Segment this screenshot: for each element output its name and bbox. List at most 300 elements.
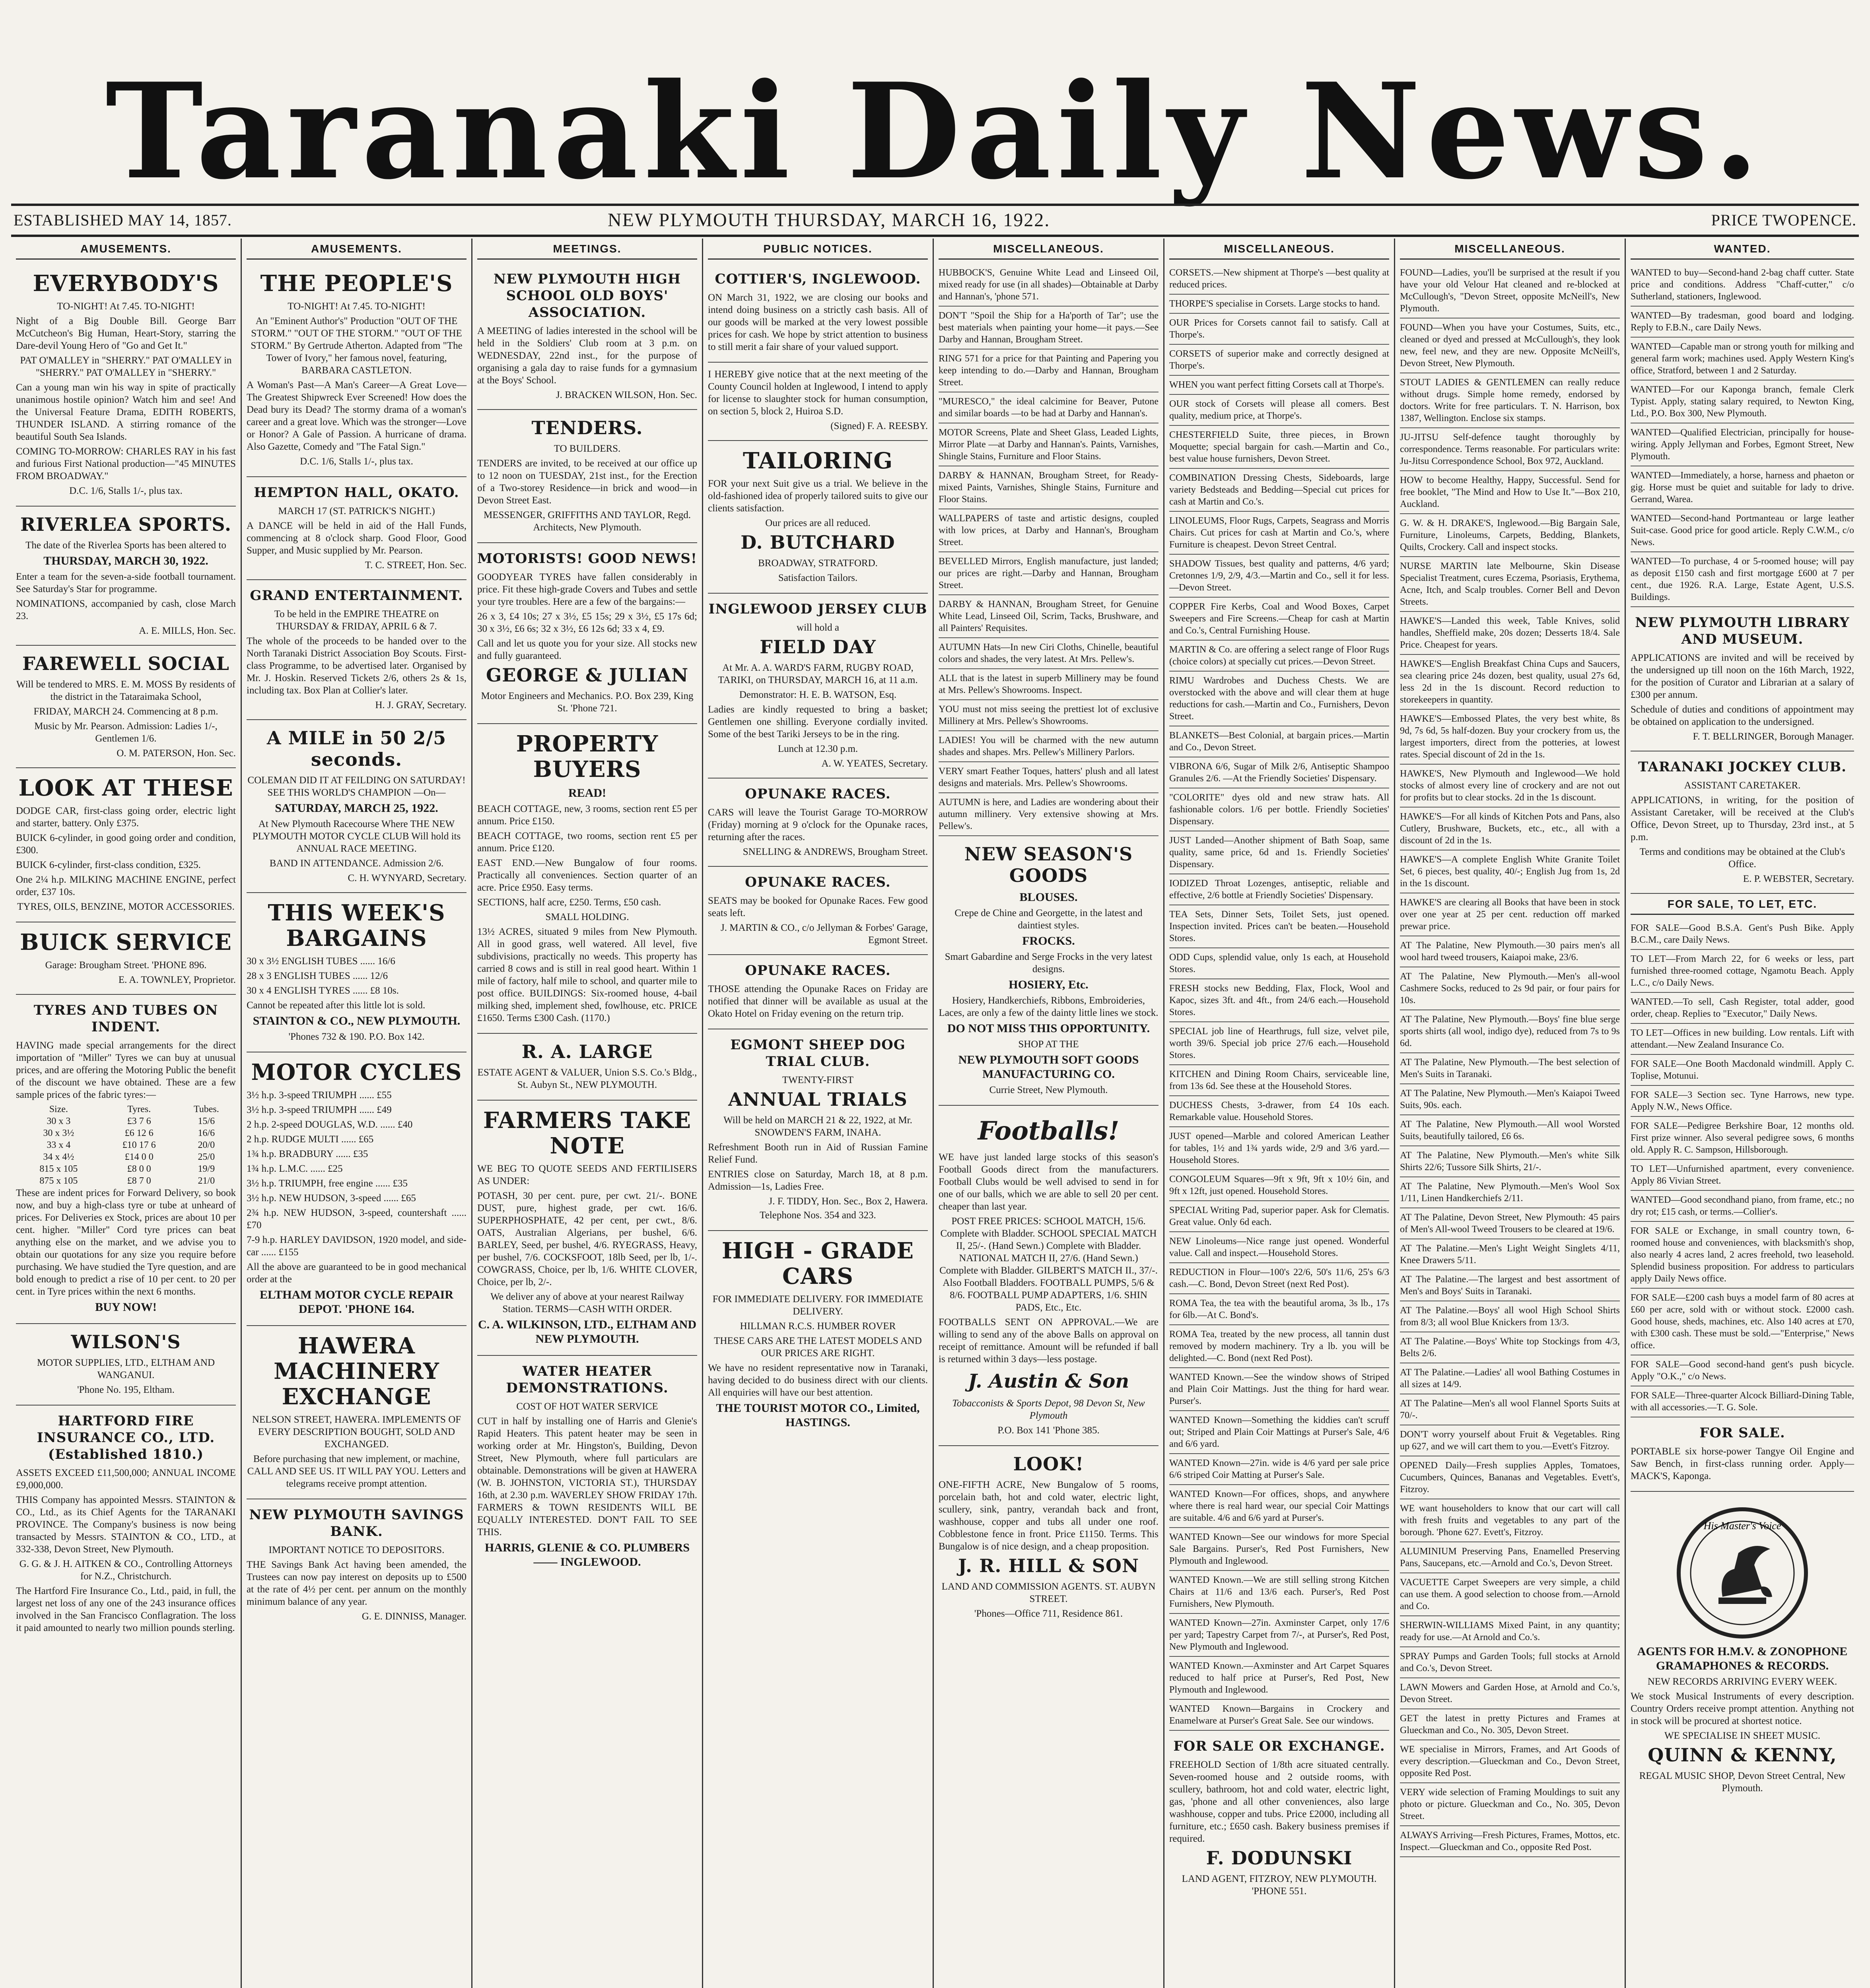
table-cell: 20/0 — [198, 1140, 215, 1150]
column-amusements-1 — [11, 239, 242, 1988]
ad-opunake-races-2 — [708, 867, 928, 955]
ad-text: REGAL MUSIC SHOP, Devon Street Central, New Plymouth. — [1639, 1771, 1846, 1794]
table-row — [16, 1139, 236, 1151]
ad-text: SECTIONS, half acre, £250. Terms, £50 cash. — [477, 897, 661, 908]
ad-heading: FOR SALE OR EXCHANGE. — [1173, 1738, 1385, 1754]
ad-text: THE Savings Bank Act having been amended, the Trustees can now pay interest on deposits up to £500 at the rate of 4½ per cent. per annum on the monthly minimum balance of any year. — [247, 1559, 467, 1607]
ad-text: A DANCE will be held in aid of the Hall Funds, commencing at 8 o'clock sharp. Good Floor, Good Supper, and Music supplied by Mr. Pearson. — [247, 520, 467, 556]
ad-heading: THE PEOPLE'S — [260, 270, 453, 297]
ad-farewell — [16, 646, 236, 768]
classified-item: AT The Palatine, New Plymouth.—All wool Worsted Suits, beautifully tailored, £6 6s. — [1400, 1115, 1620, 1146]
section-header: AMUSEMENTS. — [247, 239, 467, 260]
ad-text: CUT in half by installing one of Harris and Glenie's Rapid Heaters. This patent heater may be seen in working order at Mr. Hingston's, Building, Devon Street, New Plymouth, where full particulars are obtainable. Demonstrations will be given at HAWERA (W. B. JOHNSTON, VICTORIA ST.), THURSDAY 16th, at 2.30 p.m. WAVERLEY SHOW FRIDAY 17th. FARMERS & TOWN RESIDENTS WILL BE EQUALLY INTERESTED. DON'T FAIL TO SEE THIS. — [477, 1416, 697, 1538]
ad-text: DODGE CAR, first-class going order, electric light and starter, battery. Only £375. — [16, 806, 236, 829]
classified-item: WE want householders to know that our cart will call with fresh fruits and vegetables to any part of the borough. 'Phone 627. Evett's, Fitzroy. — [1400, 1499, 1620, 1542]
table-cell: 30 x 3½ — [43, 1128, 74, 1138]
masthead — [11, 54, 1859, 208]
classified-item: AT The Palatine.—Ladies' all wool Bathing Costumes in all sizes at 14/9. — [1400, 1363, 1620, 1394]
ad-text: We deliver any of above at your nearest Railway Station. TERMS—CASH WITH ORDER. — [490, 1291, 684, 1314]
classified-item: RING 571 for a price for that Painting and Papering you keep intending to do.—Darby and Hannan, Brougham Street. — [939, 349, 1159, 392]
ad-signature: HARRIS, GLENIE & CO. PLUMBERS —— INGLEWOOD. — [484, 1541, 690, 1569]
ad-text: Will be held on MARCH 21 & 22, 1922, at Mr. SNOWDEN'S FARM, INAHA. — [723, 1115, 912, 1138]
ad-heading: NEW PLYMOUTH SAVINGS BANK. — [249, 1507, 464, 1540]
ad-heading: NEW SEASON'S GOODS — [964, 843, 1133, 886]
list-item: 2 h.p. RUDGE MULTI ...... £65 — [247, 1134, 374, 1145]
ad-text: ESTATE AGENT & VALUER, Union S.S. Co.'s Bldg., St. Aubyn St., NEW PLYMOUTH. — [477, 1067, 697, 1090]
ad-heading: GRAND ENTERTAINMENT. — [250, 588, 463, 604]
classified-item: TO LET—From March 22, for 6 weeks or less, part furnished three-roomed cottage, Ngamotu Beach. Apply L.C., c/o Daily News. — [1631, 950, 1854, 993]
ad-text: Satisfaction Tailors. — [778, 573, 858, 583]
classified-item: AT The Palatine—Men's all wool Flannel Sports Suits at 70/-. — [1400, 1394, 1620, 1425]
ad-text: TO BUILDERS. — [554, 443, 621, 454]
table-row — [16, 1127, 236, 1139]
classified-item: "MURESCO," the ideal calcimine for Beaver, Putone and similar boards —to be had at Darby and Hannan's. — [939, 392, 1159, 423]
classified-item: HOW to become Healthy, Happy, Successful. Send for free booklet, "The Mind and How to Use It."—Box 210, Auckland. — [1400, 471, 1620, 514]
classified-item: WANTED to buy—Second-hand 2-bag chaff cutter. State price and conditions. Address "Chaff-cutter," c/o Sutherland, stationers, Inglewood. — [1631, 264, 1854, 307]
ad-text: FREEHOLD Section of 1/8th acre situated centrally. Seven-roomed house and 2 outside rooms, with scullery, bathroom, hot and cold water, electric light, gas, 'phone and all other conveniences, also large washhouse, copper and tubs. Price £2000, including all furniture, etc.; £650 cash. Bakery business premises if required. — [1169, 1759, 1389, 1844]
ad-text: I HEREBY give notice that at the next meeting of the County Council holden at Inglewood, I intend to apply for license to slaughter stock for human consumption, on section 5, block 2, Huiroa S.D. — [708, 369, 928, 417]
ad-look-at-these — [16, 768, 236, 922]
ad-riverlea — [16, 507, 236, 646]
classified-item: WANTED—By tradesman, good board and lodging. Reply to F.B.N., care Daily News. — [1631, 307, 1854, 338]
ad-subheading: BLOUSES. — [1019, 891, 1078, 904]
ad-text: SATURDAY, MARCH 25, 1922. — [275, 802, 438, 815]
ad-farmers — [477, 1101, 697, 1356]
ad-hartford — [16, 1406, 236, 1643]
ad-heading: F. DODUNSKI — [1206, 1847, 1353, 1869]
classified-item: SPRAY Pumps and Garden Tools; full stocks at Arnold and Co.'s, Devon Street. — [1400, 1647, 1620, 1678]
ad-text: Ladies are kindly requested to bring a basket; Gentlemen one shilling. Everyone cordially invited. Some of the best Tariki Jerseys to be in the ring. — [708, 704, 928, 740]
ad-grand-entertainment — [247, 580, 467, 720]
ad-text: Will be tendered to MRS. E. M. MOSS By residents of the district in the Tataraimaka School, — [16, 679, 236, 702]
ad-subheading: FROCKS. — [1022, 934, 1075, 947]
classified-item: ROMA Tea, treated by the new process, all tannin dust removed by modern machinery. Try a lb. you will be delighted.—C. Bond (next Red Post). — [1169, 1325, 1389, 1368]
ad-text: 13½ ACRES, situated 9 miles from New Plymouth. All in good grass, well watered. All level, five subdivisions, practically no weeds. This property has carried 8 cows and is still in real good heart. Within 1 mile of factory, half mile to school, and quarter mile to post office. BUILDINGS: Six-roomed house, 4-bail milking shed, implement shed, fowlhouse, etc. PRICE £1650. Terms £300 Cash. (1170.) — [477, 926, 697, 1023]
ad-heading: PROPERTY BUYERS — [516, 731, 659, 782]
ad-text: NEW PLYMOUTH SOFT GOODS MANUFACTURING CO. — [958, 1053, 1139, 1081]
classified-item: MOTOR Screens, Plate and Sheet Glass, Leaded Lights, Mirror Plate —at Darby and Hannan's. Paints, Varnishes, Shingle Stains, Furniture and Floor Stains. — [939, 423, 1159, 466]
ad-signature: T. C. STREET, Hon. Sec. — [365, 560, 467, 571]
classified-item: ALWAYS Arriving—Fresh Pictures, Frames, Mottos, etc. Inspect.—Glueckman and Co., opposite Red Post. — [1400, 1826, 1620, 1857]
ad-text: We stock Musical Instruments of every description. Country Orders receive prompt attention. Anything not in stock will be procured at shortest notice. — [1631, 1691, 1854, 1726]
classified-item: WANTED Known—For offices, shops, and anywhere where there is real hard wear, our special Coir Mattings are suitable. 4/6 and 6/6 yard at Purser's. — [1169, 1485, 1389, 1528]
classified-list — [1631, 919, 1854, 1417]
classified-item: WANTED—Good secondhand piano, from frame, etc.; no dry rot; £15 cash, or terms.—Collier's. — [1631, 1191, 1854, 1222]
list-item: 2 h.p. 2-speed DOUGLAS, W.D. ...... £40 — [247, 1119, 413, 1130]
classified-item: AT The Palatine, New Plymouth.—Men's Kaiapoi Tweed Suits, 90s. each. — [1400, 1084, 1620, 1115]
ad-signature: F. T. BELLRINGER, Borough Manager. — [1693, 731, 1854, 742]
classified-item: WANTED Known.—See the window shows of Striped and Plain Coir Mattings. Just the thing for hard wear. Purser's. — [1169, 1368, 1389, 1411]
column-meetings — [472, 239, 703, 1988]
ad-heading: NEW PLYMOUTH HIGH SCHOOL OLD BOYS' ASSOCIATION. — [494, 271, 681, 320]
ad-text: 'Phones 732 & 190. P.O. Box 142. — [288, 1031, 425, 1042]
column-miscellaneous-1 — [934, 239, 1164, 1988]
ad-text: Garage: Brougham Street. 'PHONE 896. — [45, 960, 207, 971]
column-miscellaneous-2 — [1164, 239, 1395, 1988]
classified-item: FOR SALE—Pedigree Berkshire Boar, 12 months old. First prize winner. Also several pedigree sows, 6 months old. Apply R. C. Sampson, Hillsborough. — [1631, 1117, 1854, 1160]
table-row — [16, 1115, 236, 1127]
classified-item: RIMU Wardrobes and Duchess Chests. We are overstocked with the above and will clear them at huge reductions for cash.—Martin and Co., Furnishers, Devon Street. — [1169, 672, 1389, 726]
ad-text: The Hartford Fire Insurance Co., Ltd., paid, in full, the largest net loss of any one of the 243 insurance offices involved in the San Francisco Conflagration. The loss it paid amounted to nearly two million pounds sterling. — [16, 1586, 236, 1633]
established-date: ESTABLISHED MAY 14, 1857. — [14, 211, 232, 229]
ad-heading: TENDERS. — [531, 417, 643, 439]
table-cell: 19/9 — [198, 1164, 215, 1174]
ad-signature: J. F. TIDDY, Hon. Sec., Box 2, Hawera. — [768, 1196, 928, 1207]
classified-item: AT The Palatine, Devon Street, New Plymouth: 45 pairs of Men's All-wool Tweed Trousers to be cleared at 19/6. — [1400, 1208, 1620, 1239]
ad-signature: THE TOURIST MOTOR CO., Limited, HASTINGS. — [716, 1402, 920, 1429]
ad-signature: C. H. WYNYARD, Secretary. — [348, 873, 467, 883]
ad-text: Hosiery, Handkerchiefs, Ribbons, Embroideries, Laces, are only a few of the dainty little lines we stock. — [939, 995, 1159, 1018]
ad-text: Cannot be repeated after this little lot is sold. — [247, 1000, 426, 1011]
classified-item: FOR SALE—£200 cash buys a model farm of 80 acres at £60 per acre, sold with or without stock. £2000 cash. Good house, sheds, machines, etc. Also 140 acres at £70, with £300 cash. These must be sold.—"Enterprise," News office. — [1631, 1289, 1854, 1355]
ad-text: Refreshment Booth run in Aid of Russian Famine Relief Fund. — [708, 1142, 928, 1165]
classified-item: NURSE MARTIN late Melbourne, Skin Disease Specialist Treatment, cures Eczema, Psoriasis, Erythema, Acne, Itch, and Scalp troubles. Corner Bell and Devon Streets. — [1400, 557, 1620, 612]
ad-text: NOMINATIONS, accompanied by cash, close March 23. — [16, 598, 236, 621]
ad-text: DO NOT MISS THIS OPPORTUNITY. — [947, 1022, 1150, 1035]
ad-heading: LOOK! — [1013, 1453, 1084, 1475]
ad-text: TWENTY-FIRST — [782, 1075, 854, 1085]
ad-text: Call and let us quote you for your size. All stocks new and fully guaranteed. — [477, 638, 697, 661]
classified-item: JUST Landed—Another shipment of Bath Soap, same quality, same price, 6d and 1s. Friendly Societies' Dispensary. — [1169, 831, 1389, 874]
ad-motorists — [477, 543, 697, 724]
ad-opunake-races-3 — [708, 955, 928, 1029]
column-public-notices — [703, 239, 934, 1988]
classified-item: WANTED Known—See our windows for more Special Sale Bargains. Purser's, Red Post Furnishers, New Plymouth and Inglewood. — [1169, 1528, 1389, 1571]
ad-jersey-club — [708, 594, 928, 779]
ad-peoples — [247, 264, 467, 477]
ad-text: SEATS may be booked for Opunake Races. Few good seats left. — [708, 895, 928, 918]
classified-item: COPPER Fire Kerbs, Coal and Wood Boxes, Carpet Sweepers and Fire Screens.—Cheap for cash at Martin and Co.'s, Central Furnishing House. — [1169, 598, 1389, 641]
classified-item: HAWKE'S—English Breakfast China Cups and Saucers, sea clearing price 24s dozen, best quality, usual 27s 6d, less 2d in the 1s discount. Record reduction to storekeepers in quantity. — [1400, 655, 1620, 710]
table-cell: 21/0 — [198, 1176, 215, 1186]
ad-text: WE SPECIALISE IN SHEET MUSIC. — [1664, 1730, 1820, 1741]
classified-list — [1400, 264, 1620, 1857]
ad-text: Before purchasing that new implement, or machine, CALL AND SEE US. IT WILL PAY YOU. Letters and telegrams receive prompt attention. — [247, 1454, 466, 1489]
classified-item: FOR SALE—One Booth Macdonald windmill. Apply C. Toplise, Motunui. — [1631, 1055, 1854, 1086]
classified-item: HAWKE'S—Landed this week, Table Knives, solid handles, Sheffield make, 20s dozen; Desserts 18/4. Sale Price. Cheapest for years. — [1400, 612, 1620, 655]
ad-heading: A MILE in 50 2/5 seconds. — [266, 727, 447, 770]
classified-item: FOUND—When you have your Costumes, Suits, etc., cleaned or dyed and pressed at McCullough's, they look new, feel new, and they are new. Opposite McNeill's, Devon Street, New Plymouth. — [1400, 318, 1620, 373]
ad-cottiers — [708, 264, 928, 363]
ad-signature: J. BRACKEN WILSON, Hon. Sec. — [556, 390, 697, 400]
logo-text: His Master's Voice — [1703, 1520, 1781, 1532]
table-cell: 34 x 4½ — [43, 1152, 74, 1162]
ad-heading: J. R. HILL & SON — [958, 1555, 1139, 1576]
section-header: PUBLIC NOTICES. — [708, 239, 928, 260]
classified-item: AT The Palatine, New Plymouth.—30 pairs men's all wool hard tweed trousers, Kaiapoi make, 23/6. — [1400, 936, 1620, 967]
classified-item: AT The Palatine, New Plymouth.—Men's Wool Sox 1/11, Linen Handkerchiefs 2/11. — [1400, 1177, 1620, 1208]
ad-text: ON March 31, 1922, we are closing our books and intend doing business on a strictly cash basis. All of our goods will be marked at the very lowest possible prices for cash. We hope by strict attention to business to still merit a fair share of your valued support. — [708, 292, 928, 352]
ad-text: Music by Mr. Pearson. Admission: Ladies 1/-, Gentlemen 1/6. — [34, 721, 218, 744]
ad-text: BUICK 6-cylinder, in good going order and condition, £300. — [16, 833, 236, 856]
list-item: 2¾ h.p. NEW HUDSON, 3-speed, countershaft ...... £70 — [247, 1208, 467, 1231]
classified-item: WANTED Known—Bargains in Crockery and Enamelware at Purser's Great Sale. See our windows. — [1169, 1700, 1389, 1731]
column-header: Size. — [49, 1104, 68, 1114]
ad-signature: H. J. GRAY, Secretary. — [375, 700, 467, 711]
ad-text: Currie Street, New Plymouth. — [989, 1085, 1108, 1095]
classified-item: ALL that is the latest in superb Millinery may be found at Mrs. Pellew's Showrooms. Inspect. — [939, 669, 1159, 700]
ad-heading: TARANAKI JOCKEY CLUB. — [1638, 759, 1847, 775]
ad-signature: J. MARTIN & CO., c/o Jellyman & Forbes' Garage, Egmont Street. — [721, 922, 928, 945]
ad-tailoring — [708, 441, 928, 594]
ad-text: APPLICATIONS are invited and will be received by the undersigned up till noon on the 16th March, 1922, for the position of Curator and Librarian at a salary of £300 per annum. — [1631, 652, 1854, 700]
ad-signature: A. E. MILLS, Hon. Sec. — [139, 625, 236, 636]
classified-item: DON'T worry yourself about Fruit & Vegetables. Ring up 627, and we will cart them to you.—Evett's Fitzroy. — [1400, 1425, 1620, 1456]
ad-wilsons — [16, 1324, 236, 1406]
classified-item: WALLPAPERS of taste and artistic designs, coupled with low prices, at Darby and Hannan's, Brougham Street. — [939, 509, 1159, 552]
section-header: AMUSEMENTS. — [16, 239, 236, 260]
ad-text: These are indent prices for Forward Delivery, so book now, and buy a high-class tyre or tube at unheard of prices. For Deliveries ex Stock, prices are about 10 per cent. higher. "Miller" Cord tyre prices can beat anything else on the market, and we advise you to obtain our quotations for any size you require before purchasing. We have studied the Tyre question, and are bold enough to predict a rise of 10 per cent. to 20 per cent. in Tyre prices within the next 6 months. — [16, 1188, 236, 1297]
section-header: FOR SALE, TO LET, ETC. — [1631, 894, 1854, 915]
classified-item: LINOLEUMS, Floor Rugs, Carpets, Seagrass and Morris Chairs. Cut prices for cash at Martin and Co.'s, where Furniture is cheapest. Devon Street Central. — [1169, 512, 1389, 555]
ad-heading: BUICK SERVICE — [20, 929, 232, 955]
classified-item: GET the latest in pretty Pictures and Frames at Glueckman and Co., No. 305, Devon Street. — [1400, 1709, 1620, 1740]
ad-text: THURSDAY, MARCH 30, 1922. — [43, 554, 208, 567]
list-item: 3½ h.p. 3-speed TRIUMPH ...... £49 — [247, 1105, 392, 1115]
ad-water-heater — [477, 1356, 697, 1578]
ad-text: All the above are guaranteed to be in good mechanical order at the — [247, 1262, 467, 1285]
ad-text: At Mr. A. A. WARD'S FARM, RUGBY ROAD, TARIKI, on THURSDAY, MARCH 16, at 11 a.m. — [718, 662, 918, 685]
table-row — [16, 1163, 236, 1175]
ad-text: HILLMAN R.C.S. HUMBER ROVER — [740, 1321, 896, 1332]
classified-item: BLANKETS—Best Colonial, at bargain prices.—Martin and Co., Devon Street. — [1169, 726, 1389, 757]
ad-heading: EVERYBODY'S — [33, 270, 219, 297]
ad-text: READ! — [568, 786, 606, 800]
classified-item: WANTED—To purchase, 4 or 5-roomed house; will pay as deposit £150 cash and first mortgage £600 at 7 per cent., due 1926. R.A. Large, Estate Agent, U.S.S. Buildings. — [1631, 552, 1854, 607]
ad-for-sale-exchange — [1169, 1731, 1389, 1906]
classified-item: ROMA Tea, the tea with the beautiful aroma, 3s lb., 17s for 6lb.—At C. Bond's. — [1169, 1294, 1389, 1325]
classified-item: IODIZED Throat Lozenges, antiseptic, reliable and effective, 2/6 bottle at Friendly Societies' Dispensary. — [1169, 874, 1389, 905]
classified-item: CORSETS.—New shipment at Thorpe's —best quality at reduced prices. — [1169, 264, 1389, 295]
classified-item: HAWKE'S are clearing all Books that have been in stock over one year at 25 per cent. reduction off marked prewar price. — [1400, 893, 1620, 936]
ad-tyres-tubes — [16, 995, 236, 1324]
ad-text: 26 x 3, £4 10s; 27 x 3½, £5 15s; 29 x 3½, £5 17s 6d; 30 x 3½, £6 6s; 32 x 3½, £6 12s 6d; 33 x 4, £9. — [477, 611, 697, 634]
section-header: WANTED. — [1631, 239, 1854, 260]
classified-item: DARBY & HANNAN, Brougham Street, for Genuine White Lead, Linseed Oil, Scrim, Tacks, Brushware, and all Painters' Requisites. — [939, 595, 1159, 638]
ad-text: THESE CARS ARE THE LATEST MODELS AND OUR PRICES ARE RIGHT. — [714, 1336, 922, 1359]
ad-text: THOSE attending the Opunake Races on Friday are notified that dinner will be available as usual at the Okato Hotel on Friday evening on the return trip. — [708, 984, 928, 1019]
ad-subheading: HOSIERY, Etc. — [1009, 978, 1089, 991]
ad-heading: GEORGE & JULIAN — [486, 664, 689, 686]
ad-text: BUY NOW! — [95, 1301, 157, 1314]
classified-item: WANTED Known—27in. wide is 4/6 yard per sale price 6/6 striped Coir Matting at Purser's Sale. — [1169, 1454, 1389, 1485]
ad-library-museum — [1631, 607, 1854, 751]
ad-text: NELSON STREET, HAWERA. IMPLEMENTS OF EVERY DESCRIPTION BOUGHT, SOLD AND EXCHANGED. — [252, 1414, 461, 1450]
classified-item: CHESTERFIELD Suite, three pieces, in Brown Moquette; special bargain for cash.—Martin and Co., best value house furnishers, Devon Street. — [1169, 426, 1389, 469]
classified-item: AUTUMN Hats—In new Ciri Cloths, Chinelle, beautiful colors and shades, the very latest. At Mrs. Pellew's. — [939, 638, 1159, 669]
table-cell: 15/6 — [198, 1116, 215, 1126]
ad-old-boys — [477, 264, 697, 410]
columns — [11, 239, 1859, 1988]
classified-item: FOR SALE—Three-quarter Alcock Billiard-Dining Table, with all accessories.—T. G. Sole. — [1631, 1386, 1854, 1417]
ad-heading: MOTOR CYCLES — [251, 1059, 462, 1085]
list-item: 7-9 h.p. HARLEY DAVIDSON, 1920 model, and side-car ...... £155 — [247, 1235, 467, 1258]
ad-heading: OPUNAKE RACES. — [745, 963, 891, 978]
classified-item: "COLORITE" dyes old and new straw hats. All fashionable colors. 1/6 per bottle. Friendly Societies' Dispensary. — [1169, 788, 1389, 831]
ad-text: STAINTON & CO., NEW PLYMOUTH. — [253, 1014, 461, 1027]
classified-list — [1169, 264, 1389, 1731]
classified-item: WANTED—Second-hand Portmanteau or large leather Suit-case. Good price for good article. Reply C.W.M., c/o News. — [1631, 509, 1854, 552]
table-cell: £6 12 6 — [124, 1128, 154, 1138]
table-cell: 33 x 4 — [47, 1140, 71, 1150]
classified-item: VERY smart Feather Toques, hatters' plush and all latest designs and materials. Mrs. Pellew's Showrooms. — [939, 762, 1159, 793]
ad-signature: C. A. WILKINSON, LTD., ELTHAM AND NEW PLYMOUTH. — [478, 1318, 697, 1345]
table-cell: 16/6 — [198, 1128, 215, 1138]
classified-item: TEA Sets, Dinner Sets, Toilet Sets, just opened. Inspection invited. Prices can't be beaten.—Household Stores. — [1169, 905, 1389, 948]
ad-text: AGENTS FOR H.M.V. & ZONOPHONE GRAMAPHONES & RECORDS. — [1637, 1645, 1848, 1672]
ad-text: 'Phones—Office 711, Residence 861. — [974, 1608, 1123, 1619]
ad-buick-service — [16, 922, 236, 995]
ad-text: Night of a Big Double Bill. George Barr McCutcheon's Big Human, Heart-Story, starring the Dare-devil Young Hero of "Go and Get It." — [16, 316, 236, 351]
section-header: MEETINGS. — [477, 239, 697, 260]
table-cell: £3 7 6 — [127, 1116, 151, 1126]
ad-text: A Woman's Past—A Man's Career—A Great Love—The Greatest Shipwreck Ever Screened! How does the Dead bury its Dead? The stormy drama of a woman's career and a great love. Which was the stronger—Love or Honor? A Gale of Passion. A hurricane of drama. Also Gazette, Comedy and "The Fatal Sign." — [247, 380, 467, 452]
list-item: 1¾ h.p. BRADBURY ...... £35 — [247, 1149, 368, 1159]
classified-item: FOR SALE—Good second-hand gent's push bicycle. Apply "O.K.," c/o News. — [1631, 1355, 1854, 1386]
classified-item: TO LET—Offices in new building. Low rentals. Lift with attendant.—New Zealand Insurance Co. — [1631, 1024, 1854, 1055]
ad-heading: ANNUAL TRIALS — [728, 1089, 908, 1110]
classified-item: MARTIN & Co. are offering a select range of Floor Rugs (choice colors) at specially cut prices.—Devon Street. — [1169, 641, 1389, 672]
classified-item: FRESH stocks new Bedding, Flax, Flock, Wool and Kapoc, sizes 3ft. and 4ft., from 24/6 each.—Household Stores. — [1169, 979, 1389, 1022]
ad-signature: O. M. PATERSON, Hon. Sec. — [117, 748, 236, 759]
ad-text: NEW RECORDS ARRIVING EVERY WEEK. — [1647, 1676, 1837, 1687]
classified-item: AT The Palatine.—Boys' White top Stockings from 4/3, Belts 2/6. — [1400, 1332, 1620, 1363]
ad-text: The whole of the proceeds to be handed over to the North Taranaki District Association Boy Scouts. First-class Programme, to be advertised later. Organised by Mr. J. Hoskin. Reserved Tickets 2/6, others 2s & 1s, including tax. Box Plan at Collier's later. — [247, 636, 467, 696]
ad-text: One 2¼ h.p. MILKING MACHINE ENGINE, perfect order, £37 10s. — [16, 874, 236, 897]
column-miscellaneous-3 — [1395, 239, 1626, 1988]
column-amusements-2 — [242, 239, 472, 1988]
ad-text: Motor Engineers and Mechanics. P.O. Box 239, King St. 'Phone 721. — [481, 691, 694, 714]
ad-heading: QUINN & KENNY, — [1648, 1744, 1837, 1766]
ad-opunake-races-1 — [708, 779, 928, 867]
classified-item: HAWKE'S, New Plymouth and Inglewood—We hold stocks of almost every line of crockery and are not out for profits but to clear stocks. 2d in the 1s discount. — [1400, 765, 1620, 808]
ad-heading: EGMONT SHEEP DOG TRIAL CLUB. — [730, 1037, 906, 1070]
ad-high-grade-cars — [708, 1231, 928, 1439]
classified-item: WANTED.—To sell, Cash Register, total adder, good order, cheap. Replies to "Executor," Daily News. — [1631, 993, 1854, 1024]
ad-new-season-goods — [939, 836, 1159, 1106]
classified-item: STOUT LADIES & GENTLEMEN can really reduce without drugs. Simple home remedy, endorsed by doctors. Write for free particulars. T. N. Harrison, box 1387, Wellington. Enclose six stamps. — [1400, 373, 1620, 428]
table-cell: 875 x 105 — [39, 1176, 78, 1186]
table-cell: £8 7 0 — [127, 1176, 151, 1186]
price-label: PRICE TWOPENCE. — [1711, 211, 1856, 229]
classified-item: WANTED Known—27in. Axminster Carpet, only 17/6 per yard; Tapestry Carpet from 7/-, at Purser's, Red Post, New Plymouth and Inglewood. — [1169, 1614, 1389, 1657]
ad-heading: HEMPTON HALL, OKATO. — [254, 485, 459, 501]
classified-list — [1631, 264, 1854, 607]
ad-text: FRIDAY, MARCH 24. Commencing at 8 p.m. — [33, 706, 218, 717]
ad-text: Terms and conditions may be obtained at the Club's Office. — [1639, 846, 1845, 870]
ad-text: Smart Gabardine and Serge Frocks in the very latest designs. — [945, 951, 1153, 975]
classified-item: OUR Prices for Corsets cannot fail to satisfy. Call at Thorpe's. — [1169, 314, 1389, 345]
ad-savings-bank — [247, 1499, 467, 1631]
ad-text: COMING TO-MORROW: CHARLES RAY in his fast and furious First National production—"45 MINUTES FROM BROADWAY." — [16, 446, 236, 481]
classified-item: WE specialise in Mirrors, Frames, and Art Goods of every description.—Glueckman and Co., Devon Street, opposite Red Post. — [1400, 1740, 1620, 1783]
table-cell: £10 17 6 — [122, 1140, 156, 1150]
ad-text: TO-NIGHT! At 7.45. TO-NIGHT! — [288, 301, 426, 312]
ad-a-mile — [247, 720, 467, 893]
classified-item: ALUMINIUM Preserving Pans, Enamelled Preserving Pans, Saucepans, etc.—Arnold and Co.'s, Devon Street. — [1400, 1542, 1620, 1573]
ad-heading: D. BUTCHARD — [741, 532, 895, 553]
classified-item: HAWKE'S—A complete English White Granite Toilet Set, 6 pieces, best quality, 40/-; English Jug from 1s, 2d in the 1s discount. — [1400, 850, 1620, 893]
classified-item: FOR SALE—3 Section sec. Tyne Harrows, new type. Apply N.W., News Office. — [1631, 1086, 1854, 1117]
classified-item: VERY wide selection of Framing Mouldings to suit any photo or picture. Glueckman and Co., No. 305, Devon Street. — [1400, 1783, 1620, 1826]
classified-item: WANTED—Immediately, a horse, harness and phaeton or gig. Horse must be quiet and suitable for lady to drive. Gerrand, Warea. — [1631, 466, 1854, 509]
ad-everybodys — [16, 264, 236, 507]
column-header: Tyres. — [127, 1104, 151, 1114]
table-row — [16, 1175, 236, 1187]
ad-text: Demonstrator: H. E. B. WATSON, Esq. — [739, 689, 897, 700]
ad-text: FOR IMMEDIATE DELIVERY. FOR IMMEDIATE DELIVERY. — [712, 1294, 923, 1317]
ad-motor-cycles — [247, 1052, 467, 1326]
ad-hawera-machinery — [247, 1326, 467, 1499]
classified-item: CONGOLEUM Squares—9ft x 9ft, 9ft x 10½ 6in, and 9ft x 12ft, just opened. Household Stores. — [1169, 1170, 1389, 1201]
column-header: Tubes. — [193, 1104, 219, 1114]
ad-text: G. G. & J. H. AITKEN & CO., Controlling Attorneys for N.Z., Christchurch. — [19, 1559, 233, 1582]
ad-text: ENTRIES close on Saturday, March 18, at 8 p.m. Admission—1s, Ladies Free. — [708, 1169, 928, 1192]
classified-item: WANTED—Capable man or strong youth for milking and general farm work; machines used. Apply Western King's office, Stratford, between 1 and 2 Saturday. — [1631, 338, 1854, 381]
classified-item: DUCHESS Chests, 3-drawer, from £4 10s each. Remarkable value. Household Stores. — [1169, 1096, 1389, 1127]
classified-item: REDUCTION in Flour—100's 22/6, 50's 11/6, 25's 6/3 cash.—C. Bond, Devon Street (next Red Post). — [1169, 1263, 1389, 1294]
ad-text: ELTHAM MOTOR CYCLE REPAIR DEPOT. 'PHONE 164. — [259, 1288, 453, 1316]
classified-item: VACUETTE Carpet Sweepers are very simple, a child can use them. A good selection to choose from.—Arnold and Co. — [1400, 1573, 1620, 1616]
classified-item: THORPE'S specialise in Corsets. Large stocks to hand. — [1169, 295, 1389, 314]
classified-item: FOUND—Ladies, you'll be surprised at the result if you have your old Velour Hat cleaned and re-blocked at McCullough's, "Devon Street, opposite McNeill's, New Plymouth. — [1400, 264, 1620, 318]
ad-hempton-hall — [247, 477, 467, 580]
classified-item: WANTED—For our Kaponga branch, female Clerk Typist. Apply, stating salary required, to Newton King, Ltd., P.O. Box 300, New Plymouth. — [1631, 381, 1854, 423]
classified-item: AT The Palatine, New Plymouth.—Boys' fine blue serge sports shirts (all wool, indigo dye), reduced from 7s to 9s 6d. — [1400, 1010, 1620, 1053]
ad-heading: OPUNAKE RACES. — [745, 786, 891, 802]
ad-heading: WATER HEATER DEMONSTRATIONS. — [506, 1363, 669, 1396]
classified-item: WANTED Known—Something the kiddies can't scruff out; Striped and Plain Coir Mattings at Purser's Sale, 4/6 and 6/6 yard. — [1169, 1411, 1389, 1454]
ad-text: POTASH, 30 per cent. pure, per cwt. 21/-. BONE DUST, pure, highest grade, per cwt. 16/6. SUPERPHOSPHATE, 42 per cent, per cwt., 8/6. OATS, Australian Algerians, per bushel, 6/6. BARLEY, Seed, per bushel, 4/6. RYEGRASS, Heavy, per bushel, 7/6. COCKSFOOT, 18lb Seed, per lb, 1/-. COWGRASS, Choice, per lb, 1/6. WHITE CLOVER, Choice, per lb, 2/-. — [477, 1190, 697, 1287]
ad-text: ONE-FIFTH ACRE, New Bungalow of 5 rooms, porcelain bath, hot and cold water, electric light, scullery, sink, pantry, verandah back and front, washhouse, copper and tubs all under one roof. Cobblestone fence in front. Price £1150. Terms. This Bungalow is of nice design, and a cheap proposition. — [939, 1479, 1159, 1552]
section-header: MISCELLANEOUS. — [1169, 239, 1389, 260]
ad-text: We have no resident representative now in Taranaki, having decided to do business direct with our clients. All enquiries will have our best attention. — [708, 1363, 928, 1398]
classified-item: NEW Linoleums—Nice range just opened. Wonderful value. Call and inspect.—Household Stores. — [1169, 1232, 1389, 1263]
classified-item: CORSETS of superior make and correctly designed at Thorpe's. — [1169, 345, 1389, 376]
ad-text: WE BEG TO QUOTE SEEDS AND FERTILISERS AS UNDER: — [477, 1163, 697, 1186]
classified-item: LADIES! You will be charmed with the new autumn shades and shapes. Mrs. Pellew's Millinery Parlors. — [939, 731, 1159, 762]
classified-item: WANTED—Qualified Electrician, principally for house-wiring. Apply Jellyman and Forbes, Egmont Street, New Plymouth. — [1631, 423, 1854, 466]
classified-item: TO LET—Unfurnished apartment, every convenience. Apply 86 Vivian Street. — [1631, 1160, 1854, 1191]
ad-heading: HAWERA MACHINERY EXCHANGE — [274, 1333, 439, 1410]
ad-text: ASSISTANT CARETAKER. — [1684, 780, 1801, 791]
classified-item: HUBBOCK'S, Genuine White Lead and Linseed Oil, mixed ready for use (in all shades)—Obtainable at Darby and Hannan's, 'phone 571. — [939, 264, 1159, 307]
ad-text: BAND IN ATTENDANCE. Admission 2/6. — [269, 858, 444, 869]
column-wanted — [1626, 239, 1859, 1988]
ad-text: CARS will leave the Tourist Garage TO-MORROW (Friday) morning at 9 o'clock for the Opunake races, returning after the races. — [708, 807, 928, 843]
classified-item: SPECIAL job line of Hearthrugs, full size, velvet pile, worth 39/6. Special job price 27/6 each.—Household Stores. — [1169, 1022, 1389, 1065]
ad-text: ASSETS EXCEED £11,500,000; ANNUAL INCOME £9,000,000. — [16, 1468, 236, 1491]
table-cell: £8 0 0 — [127, 1164, 151, 1174]
classified-item: AUTUMN is here, and Ladies are wondering about their autumn millinery. Very extensive showing at Mrs. Pellew's. — [939, 793, 1159, 836]
classified-item: AT The Palatine.—Boys' all wool High School Shirts from 8/3; all wool Blue Knickers from 13/3. — [1400, 1301, 1620, 1332]
classified-item: HAWKE'S—For all kinds of Kitchen Pots and Pans, also Cutlery, Brushware, Buckets, etc., etc., all with a discount of 2d in the 1s. — [1400, 808, 1620, 850]
ad-text: HAVING made special arrangements for the direct importation of "Miller" Tyres we can buy at unusual prices, and are offering the Motoring Public the benefit of the discount we have obtained. These are a few sample prices of the fabric tyres:— — [16, 1040, 236, 1100]
classified-item: DARBY & HANNAN, Brougham Street, for Ready-mixed Paints, Varnishes, Shingle Stains, Furniture and Floor Stains. — [939, 466, 1159, 509]
ad-text: MOTOR SUPPLIES, LTD., ELTHAM AND WANGANUI. — [37, 1357, 215, 1380]
ad-signature: E. A. TOWNLEY, Proprietor. — [118, 975, 236, 985]
ad-text: TYRES, OILS, BENZINE, MOTOR ACCESSORIES. — [17, 901, 235, 912]
ad-text: P.O. Box 141 'Phone 385. — [997, 1425, 1100, 1436]
ad-text: D.C. 1/6, Stalls 1/-, plus tax. — [69, 485, 183, 496]
ad-heading: TYRES AND TUBES ON INDENT. — [33, 1002, 218, 1035]
ad-text: LAND AGENT, FITZROY, NEW PLYMOUTH. 'PHONE 551. — [1182, 1873, 1377, 1897]
ad-text: MARCH 17 (ST. PATRICK'S NIGHT.) — [278, 506, 435, 516]
ad-for-sale-engine — [1631, 1417, 1854, 1492]
ad-text: D.C. 1/6, Stalls 1/-, plus tax. — [300, 456, 413, 467]
ad-signature: E. P. WEBSTER, Secretary. — [1743, 874, 1854, 884]
ad-text: To be held in the EMPIRE THEATRE on THURSDAY & FRIDAY, APRIL 6 & 7. — [274, 609, 439, 632]
